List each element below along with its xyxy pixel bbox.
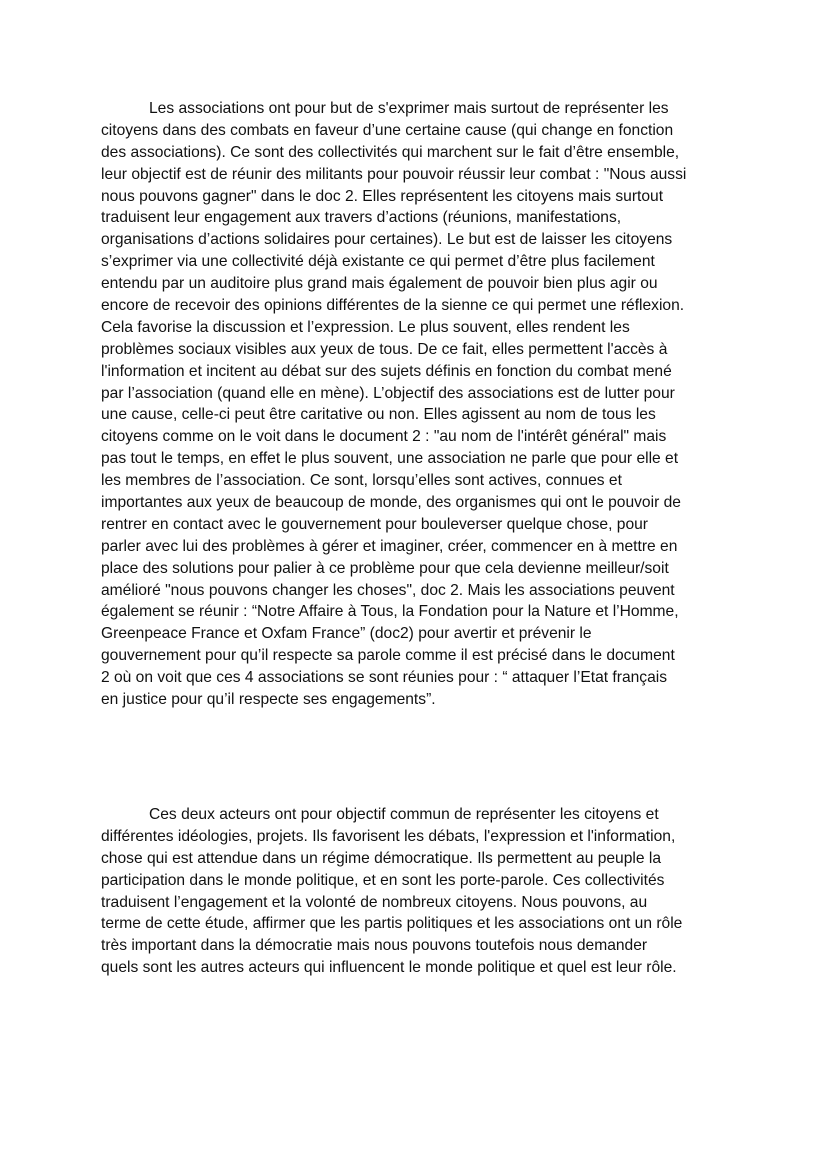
text-line: citoyens dans des combats en faveur d’une certaine cause (qui change en fonction [101, 121, 674, 139]
text-line: pas tout le temps, en effet le plus souvent, une association ne parle que pour elle et [101, 450, 679, 468]
text-line: terme de cette étude, affirmer que les partis politiques et les associations ont un rôle [101, 915, 683, 933]
text-line: entendu par un auditoire plus grand mais également de pouvoir bien plus agir ou [101, 275, 658, 293]
text-line: participation dans le monde politique, et en sont les porte-parole. Ces collectivités [101, 871, 665, 889]
text-line: leur objectif est de réunir des militants pour pouvoir réussir leur combat : "Nous aussi [101, 165, 687, 183]
text-line: amélioré "nous pouvons changer les choses", doc 2. Mais les associations peuvent [101, 581, 675, 599]
text-line: nous pouvons gagner" dans le doc 2. Elles représentent les citoyens mais surtout [101, 187, 664, 205]
text-line: citoyens comme on le voit dans le document 2 : "au nom de l'intérêt général" mais [101, 428, 667, 446]
text-line: problèmes sociaux visibles aux yeux de tous. De ce fait, elles permettent l'accès à [101, 340, 668, 358]
text-line: les membres de l’association. Ce sont, lorsqu’elles sont actives, connues et [101, 472, 622, 490]
text-line: Les associations ont pour but de s'exprimer mais surtout de représenter les [149, 100, 669, 117]
text-line: rentrer en contact avec le gouvernement pour bouleverser quelque chose, pour [101, 515, 648, 533]
text-line: place des solutions pour palier à ce problème pour que cela devienne meilleur/soit [101, 559, 669, 577]
text-line: 2 où on voit que ces 4 associations se sont réunies pour : “ attaquer l’Etat français [101, 669, 668, 687]
paragraph-associations [101, 98, 727, 711]
text-line: encore de recevoir des opinions différentes de la sienne ce qui permet une réflexion. [101, 297, 685, 315]
text-line: traduisent leur engagement aux travers d’actions (réunions, manifestations, [101, 209, 622, 227]
text-line: des associations). Ce sont des collectivités qui marchent sur le fait d’être ensemble, [101, 143, 680, 161]
text-line: Ces deux acteurs ont pour objectif commun de représenter les citoyens et [149, 806, 659, 823]
text-line: s’exprimer via une collectivité déjà existante ce qui permet d’être plus facilement [101, 253, 655, 271]
text-line: très important dans la démocratie mais nous pouvons toutefois nous demander [101, 937, 648, 955]
text-line: quels sont les autres acteurs qui influencent le monde politique et quel est leur rôle. [101, 959, 677, 977]
text-line: différentes idéologies, projets. Ils favorisent les débats, l'expression et l'information, [101, 827, 676, 845]
text-line: chose qui est attendue dans un régime démocratique. Ils permettent au peuple la [101, 849, 661, 867]
text-line: importantes aux yeux de beaucoup de monde, des organismes qui ont le pouvoir de [101, 494, 681, 512]
text-line: l'information et incitent au débat sur des sujets définis en fonction du combat mené [101, 362, 672, 380]
text-line: Greenpeace France et Oxfam France” (doc2) pour avertir et prévenir le [101, 625, 592, 643]
paragraph-conclusion [101, 804, 727, 979]
text-line: également se réunir : “Notre Affaire à Tous, la Fondation pour la Nature et l’Homme, [101, 603, 679, 621]
text-line: en justice pour qu’il respecte ses engagements”. [101, 691, 436, 709]
text-line: Cela favorise la discussion et l’expression. Le plus souvent, elles rendent les [101, 318, 630, 336]
text-line: parler avec lui des problèmes à gérer et imaginer, créer, commencer en à mettre en [101, 537, 678, 555]
text-line: traduisent l’engagement et la volonté de nombreux citoyens. Nous pouvons, au [101, 893, 648, 911]
text-line: par l’association (quand elle en mène). L’objectif des associations est de lutter pour [101, 384, 675, 402]
text-line: gouvernement pour qu’il respecte sa parole comme il est précisé dans le document [101, 647, 675, 665]
text-line: organisations d’actions solidaires pour certaines). Le but est de laisser les citoyens [101, 231, 673, 249]
text-line: une cause, celle-ci peut être caritative ou non. Elles agissent au nom de tous les [101, 406, 656, 424]
